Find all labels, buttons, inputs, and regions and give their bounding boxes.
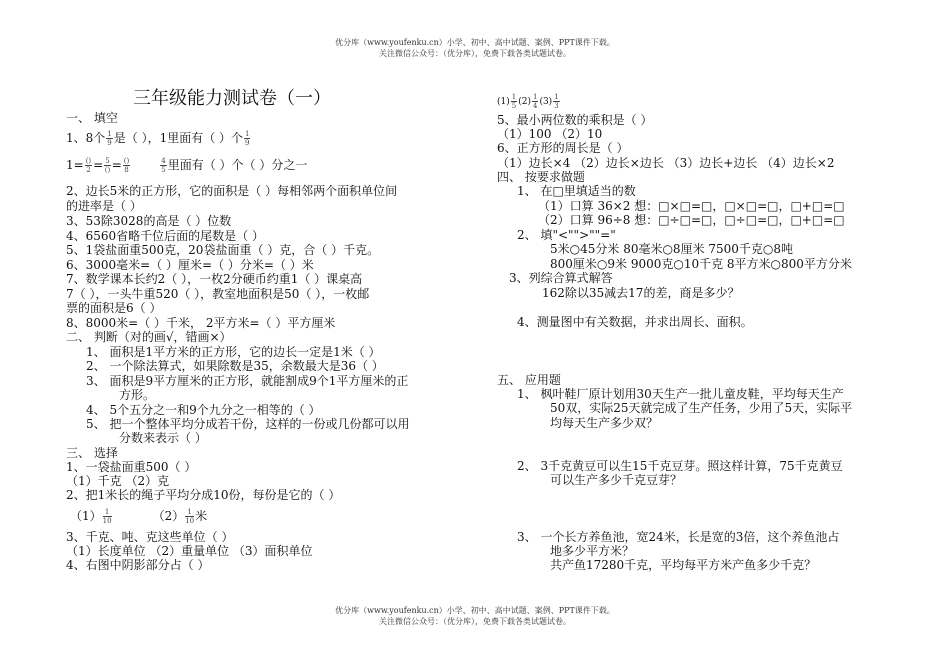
question-7-line-3: 票的面积是6（ ） (66, 301, 162, 315)
app-1-line-2: 50双，实际25天就完成了生产任务，少用了5天，实际平 (550, 401, 853, 415)
header-line-2: 关注微信公众号：（优分库），免费下载各类试题试卷。 (379, 49, 571, 58)
question-3: 3、53除3028的高是（ ）位数 (66, 214, 232, 228)
fraction-1-9: $\frac{1}{9}$ (107, 130, 112, 147)
c2-option-2-label: （2） (152, 509, 185, 523)
choice-6: 6、正方形的周长是（ ） (497, 141, 629, 155)
header-line-1: 优分库（www.youfenku.cn）小学、初中、高中试题、案例、PPT课件下载。 (335, 38, 615, 47)
question-6: 6、3000毫米=（ ）厘米=（ ）分米=（ ）米 (66, 258, 314, 272)
app-3-line-1: 3、 一个长方养鱼池，宽24米，长是宽的3倍，这个养鱼池占 (517, 530, 840, 544)
judge-2: 2、 一个除法算式，如果除数是35，余数最大是36（ ） (86, 359, 384, 373)
footer-line-2: 关注微信公众号：（优分库），免费下载各类试题试卷。 (379, 617, 571, 626)
footer-line-1: 优分库（www.youfenku.cn）小学、初中、高中试题、案例、PPT课件下载。 (335, 606, 615, 615)
question-5: 5、1袋盐面重500克，20袋盐面重（ ）克，合（ ）千克。 (66, 243, 380, 257)
q1-eq-1: = (93, 158, 104, 172)
choice-5-options: （1）100 （2）10 (497, 127, 603, 141)
fraction-5-blank: 5 () (104, 157, 111, 174)
question-2-line-1: 2、边长5米的正方形，它的面积是（ ）每相邻两个面积单位间 (66, 184, 398, 198)
task-4: 4、测量图中有关数据，并求出周长、面积。 (517, 315, 753, 329)
q1-text-b: 是（ ），1里面有（ ）个 (113, 131, 244, 145)
question-1-line-2 (66, 157, 307, 174)
q1-text-f: 里面有（ ）个（ ）分之一 (167, 158, 308, 172)
section-4-heading: 四、 按要求做题 (497, 170, 585, 184)
judge-3-line-1: 3、 面积是9平方厘米的正方形，就能割成9个1平方厘米的正 (86, 374, 409, 388)
choice-2: 2、把1米长的绳子平均分成10份，每份是它的（ ） (66, 488, 341, 502)
q1-text-a: 1、8个 (66, 131, 106, 145)
app-3-line-2: 地多少平方米？ (550, 544, 635, 558)
choice-4-options (497, 93, 561, 110)
fraction-blank-2: () 2 (85, 157, 92, 174)
task-3: 3、列综合算式解答 (509, 271, 613, 285)
choice-2-options (70, 508, 207, 525)
question-8: 8、8000米=（ ）千米， 2平方米=（ ）平方厘米 (66, 316, 336, 330)
section-1-heading: 一、 填空 (66, 111, 118, 125)
task-2-b: 800厘米○9米 9000克○10千克 8平方米○800平方分米 (550, 257, 852, 271)
opt-b-label: (2) (518, 97, 531, 107)
app-1-line-1: 1、 枫叶鞋厂原计划用30天生产一批儿童皮鞋，平均每天生产 (517, 387, 844, 401)
judge-3-line-2: 方形。 (119, 388, 156, 402)
q1-eq-2: = (111, 158, 122, 172)
task-1: 1、 在□里填适当的数 (517, 184, 636, 198)
app-2-line-1: 2、 3千克黄豆可以生15千克豆芽。照这样计算，75千克黄豆 (517, 459, 843, 473)
fraction-4-5: $\frac{4}{5}$ (161, 157, 166, 174)
fraction-1-5: $\frac{1}{5}$ (511, 93, 517, 110)
c2-option-1-label: （1） (70, 509, 102, 523)
task-2-a: 5米○45分米 80毫米○8厘米 7500千克○8吨 (550, 242, 794, 256)
question-7-line-1: 7、数学课本长约2（ ），一枚2分硬币约重1（ ）课桌高 (66, 272, 363, 286)
judge-5-line-2: 分数来表示（ ） (119, 431, 207, 445)
choice-1-options: （1）千克 （2）克 (66, 474, 170, 488)
choice-4: 4、右图中阴影部分占（ ） (66, 558, 210, 572)
app-1-line-3: 均每天生产多少双？ (550, 416, 659, 430)
choice-6-options: （1）边长×4 （2）边长×边长 （3）边长+边长 （4）边长×2 (497, 156, 835, 170)
opt-c-label: (3) (539, 97, 553, 107)
choice-3-options: （1）长度单位 （2）重量单位 （3）面积单位 (66, 544, 313, 558)
opt-a-label: (1) (497, 97, 510, 107)
judge-5-line-1: 5、 把一个整体平均分成若干份，这样的一份或几份都可以用 (86, 417, 410, 431)
app-2-line-2: 可以生产多少千克豆芽？ (550, 473, 683, 487)
section-5-heading: 五、 应用题 (497, 373, 561, 387)
judge-4: 4、 5个五分之一和9个九分之一相等的（ ） (86, 403, 321, 417)
section-3-heading: 三、 选择 (66, 446, 118, 460)
task-1-b: （2）口算 96÷8 想：□÷□=□，□÷□=□，□+□=□ (538, 213, 845, 227)
choice-1: 1、一袋盐面重500（ ） (66, 460, 197, 474)
question-1 (66, 130, 251, 147)
fraction-1-10: $\frac{1}{10}$ (102, 508, 112, 525)
choice-3: 3、千克、吨、克这些单位（ ） (66, 530, 234, 544)
choice-5: 5、最小两位数的乘积是（ ） (497, 113, 653, 127)
task-2: 2、 填"<"">""=" (517, 228, 616, 242)
c2-option-2-unit: 米 (195, 509, 208, 523)
section-2-heading: 二、 判断（对的画√，错画×） (66, 330, 232, 344)
fraction-1-3: $\frac{1}{3}$ (554, 93, 559, 110)
question-4: 4、6560省略千位后面的尾数是（ ） (66, 229, 264, 243)
fraction-blank-8: () 8 (123, 157, 130, 174)
q1-one-equals: 1= (66, 158, 84, 172)
judge-1: 1、 面积是1平方米的正方形，它的边长一定是1米（ ） (86, 345, 381, 359)
fraction-1-10-b: $\frac{1}{10}$ (185, 508, 195, 525)
fraction-1-4: $\frac{1}{4}$ (532, 93, 538, 110)
question-7-line-2: 7（ ），一头牛重520（ ），教室地面积是50（ ），一枚邮 (66, 287, 370, 301)
question-2-line-2: 的进率是（ ） (66, 199, 142, 213)
app-3-line-3: 共产鱼17280千克，平均每平方米产鱼多少千克？ (550, 558, 817, 572)
task-3-a: 162除以35减去17的差，商是多少？ (542, 286, 740, 300)
page-title: 三年级能力测试卷（一） (133, 88, 331, 109)
fraction-1-9-b: $\frac{1}{9}$ (245, 130, 250, 147)
task-1-a: （1）口算 36×2 想：□×□=□，□×□=□，□+□=□ (538, 199, 845, 213)
